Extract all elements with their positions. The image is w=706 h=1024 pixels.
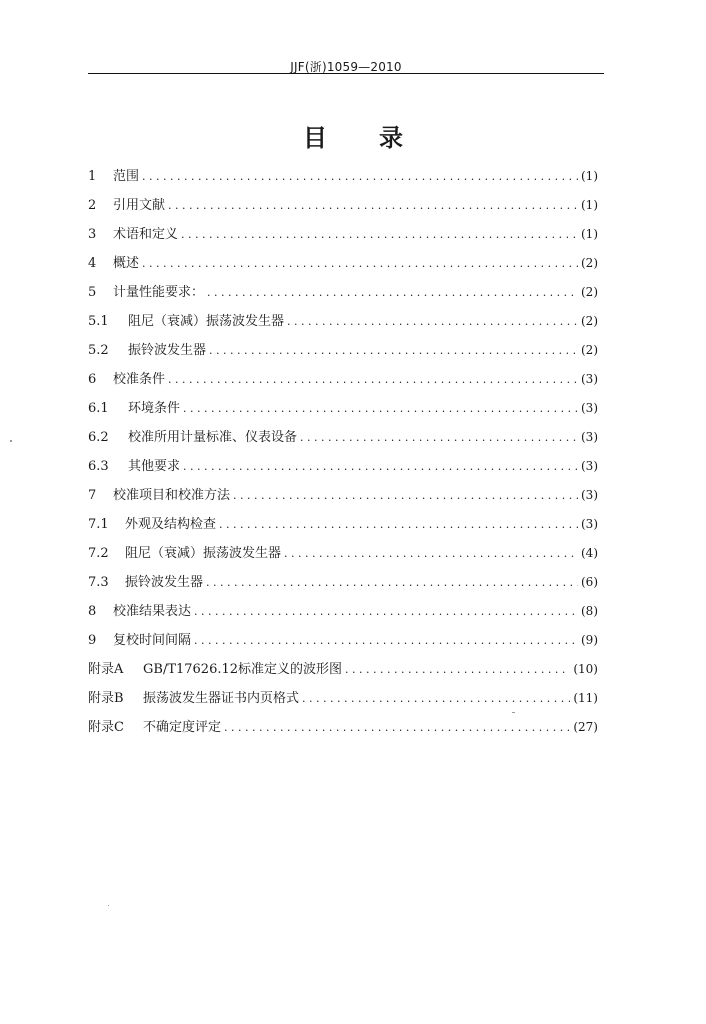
toc-number: 7.1 — [88, 517, 109, 532]
toc-page: (6) — [581, 575, 598, 589]
toc-leader — [224, 713, 570, 742]
toc-label: 振铃波发生器 — [128, 343, 207, 358]
toc-page: (3) — [581, 517, 598, 531]
toc-entry[interactable] — [88, 423, 598, 452]
toc-page: (8) — [581, 604, 598, 618]
toc-page: (27) — [573, 720, 598, 734]
toc-leader — [142, 249, 578, 278]
page-title: 目录 — [303, 124, 455, 152]
toc-number: 1 — [88, 169, 97, 184]
toc-leader — [233, 481, 578, 510]
toc-label: 校准所用计量标准、仪表设备 — [128, 430, 298, 445]
toc-leader — [168, 365, 578, 394]
toc-page: (10) — [573, 662, 598, 676]
scan-speck — [10, 440, 12, 442]
toc-number: 9 — [88, 633, 97, 648]
toc-entry[interactable] — [88, 394, 598, 423]
toc-label: 引用文献 — [113, 198, 166, 213]
toc-number: 6 — [88, 372, 97, 387]
toc-entry[interactable] — [88, 336, 598, 365]
toc-page: (1) — [581, 169, 598, 183]
toc-entry[interactable] — [88, 684, 598, 713]
toc-page: (1) — [581, 198, 598, 212]
toc-number: 7.3 — [88, 575, 109, 590]
toc-page: (3) — [581, 459, 598, 473]
toc-leader — [219, 510, 578, 539]
toc-number: 4 — [88, 256, 97, 271]
toc-entry[interactable] — [88, 278, 598, 307]
toc-label: 阻尼（衰减）振荡波发生器 — [125, 546, 282, 561]
toc-entry[interactable] — [88, 626, 598, 655]
toc-leader — [142, 162, 578, 191]
toc-label: 外观及结构检查 — [125, 517, 217, 532]
toc-leader — [302, 684, 570, 713]
toc-label: 概述 — [113, 256, 140, 271]
toc-label: 阻尼（衰减）振荡波发生器 — [128, 314, 285, 329]
scan-speck — [512, 712, 515, 713]
toc-page: (3) — [581, 372, 598, 386]
toc-number: 5.1 — [88, 314, 109, 329]
toc-page: (3) — [581, 430, 598, 444]
toc-label: 复校时间间隔 — [113, 633, 192, 648]
toc-entry[interactable] — [88, 481, 598, 510]
toc-entry[interactable] — [88, 191, 598, 220]
header-rule — [88, 73, 604, 74]
toc-page: (2) — [581, 256, 598, 270]
toc-leader — [183, 452, 578, 481]
toc-entry[interactable] — [88, 307, 598, 336]
toc-leader — [181, 220, 578, 249]
toc-entry[interactable] — [88, 568, 598, 597]
toc-entry[interactable] — [88, 249, 598, 278]
toc-number: 附录C — [88, 720, 124, 735]
toc-number: 8 — [88, 604, 97, 619]
toc-number: 6.3 — [88, 459, 109, 474]
toc-label: 校准项目和校准方法 — [113, 488, 231, 503]
toc-number: 附录B — [88, 691, 124, 706]
toc-page: (3) — [581, 488, 598, 502]
toc-entry[interactable] — [88, 713, 598, 742]
toc-entry[interactable] — [88, 539, 598, 568]
toc-entry[interactable] — [88, 655, 598, 684]
toc-label: 不确定度评定 — [143, 720, 222, 735]
toc-leader — [284, 539, 578, 568]
toc-leader — [194, 597, 578, 626]
toc-number: 6.1 — [88, 401, 109, 416]
toc-label: 范围 — [113, 169, 140, 184]
toc-leader — [209, 336, 578, 365]
toc-leader — [183, 394, 578, 423]
toc-label: 计量性能要求： — [113, 285, 205, 300]
toc-number: 3 — [88, 227, 97, 242]
toc-label: 术语和定义 — [113, 227, 179, 242]
toc-entry[interactable] — [88, 452, 598, 481]
toc-label: 振荡波发生器证书内页格式 — [143, 691, 300, 706]
toc-number: 7.2 — [88, 546, 109, 561]
toc-page: (3) — [581, 401, 598, 415]
toc-entry[interactable] — [88, 220, 598, 249]
toc-leader — [168, 191, 578, 220]
toc-label: 校准条件 — [113, 372, 166, 387]
toc-leader — [287, 307, 578, 336]
document-code-header: JJF(浙)1059—2010 — [290, 60, 402, 74]
toc-page: (2) — [581, 343, 598, 357]
toc-number: 附录A — [88, 662, 124, 677]
toc-page: (2) — [581, 285, 598, 299]
toc-number: 6.2 — [88, 430, 109, 445]
toc-label: 环境条件 — [128, 401, 181, 416]
toc-leader — [207, 278, 578, 307]
toc-entry[interactable] — [88, 365, 598, 394]
toc-label: 校准结果表达 — [113, 604, 192, 619]
toc-page: (11) — [573, 691, 598, 705]
toc-page: (2) — [581, 314, 598, 328]
toc-page: (1) — [581, 227, 598, 241]
toc-label: 其他要求 — [128, 459, 181, 474]
toc-number: 5.2 — [88, 343, 109, 358]
toc-number: 7 — [88, 488, 97, 503]
toc-entry[interactable] — [88, 162, 598, 191]
toc-leader — [206, 568, 578, 597]
toc-number: 2 — [88, 198, 97, 213]
toc-leader — [345, 655, 570, 684]
toc-leader — [300, 423, 578, 452]
toc-label: 振铃波发生器 — [125, 575, 204, 590]
toc-leader — [194, 626, 578, 655]
table-of-contents — [88, 162, 598, 742]
toc-entry[interactable] — [88, 510, 598, 539]
scan-speck — [108, 905, 109, 906]
toc-entry[interactable] — [88, 597, 598, 626]
toc-number: 5 — [88, 285, 97, 300]
toc-label: GB/T17626.12标准定义的波形图 — [143, 662, 343, 677]
toc-page: (4) — [581, 546, 598, 560]
toc-page: (9) — [581, 633, 598, 647]
